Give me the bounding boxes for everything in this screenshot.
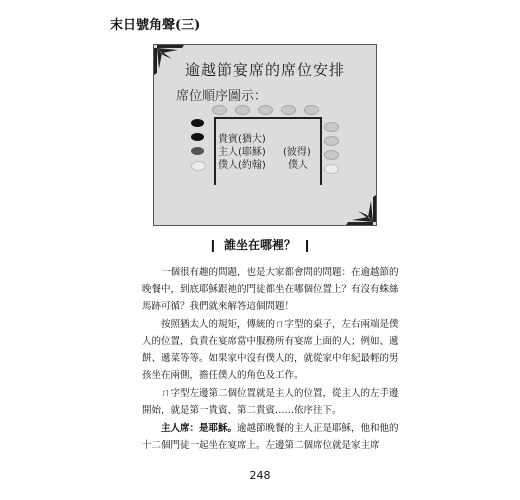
host-seat-text: 逾越節晚餐的主人正是耶穌，他和他的 xyxy=(237,423,399,434)
page-number: 248 xyxy=(249,469,271,482)
heading-bar-right: ❙ xyxy=(302,238,313,252)
label-servant-right: 僕人 xyxy=(288,160,308,171)
figure-subtitle: 席位順序圖示： xyxy=(176,89,268,104)
paragraph-1 xyxy=(142,264,399,315)
heading-bar-left: ❙ xyxy=(207,238,218,252)
host-seat-lead: 主人席：是耶穌。 xyxy=(161,423,238,434)
seat-left-guest xyxy=(191,119,204,127)
seat-right xyxy=(324,136,339,146)
paragraph-2 xyxy=(142,316,399,384)
text-line: 餅、遞菜等等。如果家中沒有僕人的，就從家中年紀最輕的男 xyxy=(142,353,399,364)
section-heading-text: 誰坐在哪裡？ xyxy=(223,238,296,252)
text-line: 開始，就是第一貴賓、第二貴賓……依序往下。 xyxy=(142,405,342,416)
text-line: 十二個門徒一起坐在宴席上。左邊第二個席位就是家主席 xyxy=(142,440,380,451)
text-line: 晚餐中，到底耶穌跟祂的門徒都坐在哪個位置上？有沒有蛛絲 xyxy=(142,284,399,295)
label-guest: 貴賓(猶大) xyxy=(218,134,266,145)
seat-right-servant xyxy=(324,164,339,174)
figure-title: 逾越節宴席的席位安排 xyxy=(184,61,345,79)
paragraph-3 xyxy=(142,385,399,419)
corner-sunburst-icon xyxy=(346,195,376,225)
text-line: 一個很有趣的問題，也是大家都會問的問題：在逾越節的 xyxy=(161,267,399,278)
section-heading xyxy=(0,236,520,253)
label-peter: (彼得) xyxy=(283,147,311,158)
seating-figure xyxy=(153,44,377,226)
paragraph-4 xyxy=(142,420,399,454)
seat-top xyxy=(212,105,227,115)
text-line: 馬跡可循？我們就來解答這個問題！ xyxy=(142,301,295,312)
text-line xyxy=(142,420,399,437)
label-servant-left: 僕人(約翰) xyxy=(218,160,266,171)
seat-top xyxy=(281,105,296,115)
seat-top xyxy=(258,105,273,115)
seat-right xyxy=(324,122,339,132)
running-head: 末日號角聲(三) xyxy=(110,18,201,33)
text-line: ㄇ字型左邊第二個位置就是主人的位置，從主人的左手邊 xyxy=(161,388,399,399)
seat-left-host xyxy=(191,147,204,155)
seat-top xyxy=(304,105,319,115)
text-line: 按照猶太人的規矩，傳統的ㄇ字型的桌子，左右兩端是僕 xyxy=(161,319,399,330)
seat-left-guest xyxy=(191,133,204,141)
seat-right xyxy=(324,150,339,160)
text-line: 人的位置，負責在宴席當中服務所有宴席上面的人；例如、遞 xyxy=(142,336,399,347)
text-line: 孩坐在兩側，擔任僕人的角色及工作。 xyxy=(142,370,304,381)
seat-top xyxy=(235,105,250,115)
label-host: 主人(耶穌) xyxy=(218,147,266,158)
seat-left-servant xyxy=(191,161,206,171)
